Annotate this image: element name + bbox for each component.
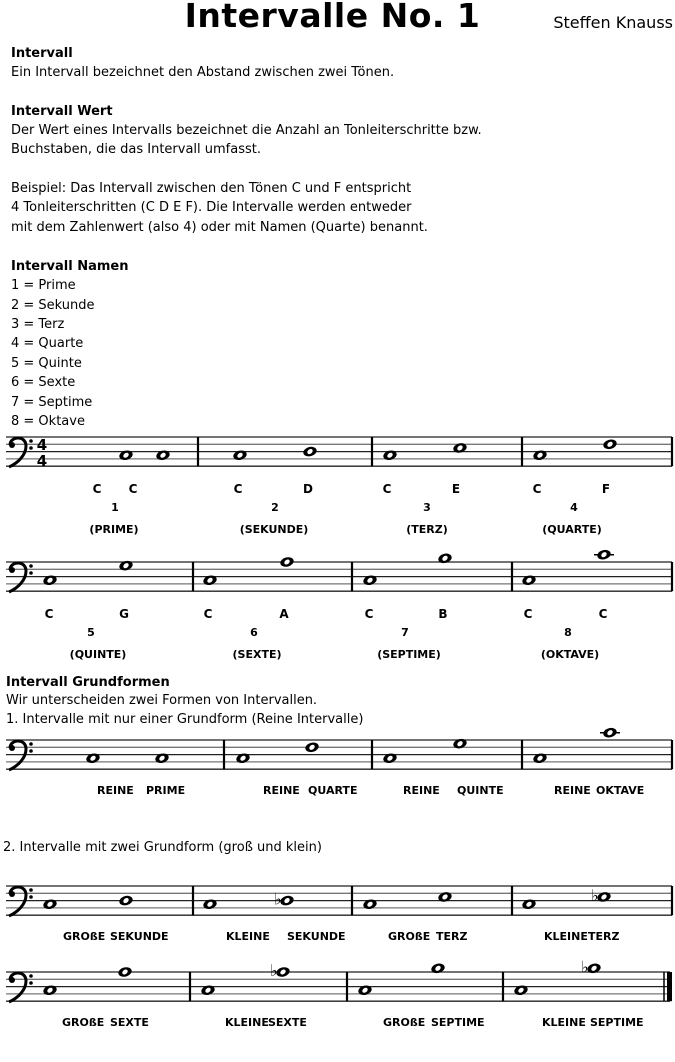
note-letter: B xyxy=(438,607,448,622)
whole-note xyxy=(452,442,468,454)
measure xyxy=(382,737,503,797)
name-item: 7 = Septime xyxy=(11,395,93,410)
interval-label: KLEINE xyxy=(225,1016,269,1030)
interval-label: REINE xyxy=(403,784,440,798)
whole-note xyxy=(602,438,618,450)
author-name: Steffen Knauss xyxy=(553,13,673,32)
whole-note xyxy=(430,962,446,974)
interval-label: PRIME xyxy=(146,784,186,798)
note-letter: C xyxy=(203,607,213,622)
interval-label: SEPTIME xyxy=(431,1016,485,1030)
svg-text:4: 4 xyxy=(36,436,48,454)
note-letter: C xyxy=(598,607,608,622)
flat-icon: ♭ xyxy=(591,885,599,905)
note-letter: C xyxy=(523,607,533,622)
bass-clef-icon xyxy=(9,563,33,592)
note-letter: G xyxy=(119,607,129,622)
whole-note xyxy=(521,898,537,910)
flat-icon: ♭ xyxy=(581,957,589,977)
whole-note xyxy=(118,894,134,906)
interval-label: QUARTE xyxy=(308,784,358,798)
name-item: 8 = Oktave xyxy=(11,414,85,429)
example-line-2: 4 Tonleiterschritten (C D E F). Die Intervalle werden entweder xyxy=(11,200,412,215)
measure xyxy=(362,552,453,661)
interval-label: SEKUNDE xyxy=(110,930,169,944)
measure xyxy=(42,966,149,1029)
interval-name: (QUINTE) xyxy=(69,648,127,662)
grundformen-point-2: 2. Intervalle mit zwei Grundform (groß und klein) xyxy=(3,840,322,855)
measure xyxy=(532,438,618,536)
staff-system-gross-klein-2 xyxy=(0,952,675,1062)
interval-label: SEKUNDE xyxy=(287,930,346,944)
interval-label: QUINTE xyxy=(457,784,504,798)
note-letter: E xyxy=(451,482,461,497)
bass-clef-icon xyxy=(9,438,33,467)
interval-label: KLEINE xyxy=(226,930,270,944)
whole-note xyxy=(521,574,537,586)
note-letter: C xyxy=(92,482,102,497)
name-item: 6 = Sexte xyxy=(11,375,76,390)
note-letter: C xyxy=(44,607,54,622)
whole-note xyxy=(382,752,398,764)
name-item: 5 = Quinte xyxy=(11,356,82,371)
interval-number: 6 xyxy=(250,626,258,640)
svg-text:4: 4 xyxy=(36,452,48,470)
interval-label: SEXTE xyxy=(268,1016,307,1030)
note-letter: D xyxy=(303,482,313,497)
whole-note xyxy=(594,548,614,560)
interval-number: 1 xyxy=(111,501,119,515)
measure xyxy=(200,961,307,1029)
whole-note xyxy=(200,984,216,996)
bass-clef-icon xyxy=(9,973,33,1002)
heading-intervall-wert: Intervall Wert xyxy=(11,104,113,119)
interval-label: REINE xyxy=(554,784,591,798)
interval-name: (SEPTIME) xyxy=(377,648,441,662)
heading-intervall: Intervall xyxy=(11,46,73,61)
note-letter: C xyxy=(382,482,392,497)
whole-note xyxy=(532,449,548,461)
interval-label: TERZ xyxy=(436,930,468,944)
name-item: 3 = Terz xyxy=(11,317,65,332)
whole-note xyxy=(85,752,101,764)
whole-note xyxy=(304,741,320,753)
interval-label: REINE xyxy=(97,784,134,798)
measure xyxy=(202,890,345,944)
measure xyxy=(42,559,134,661)
interval-number: 8 xyxy=(564,626,572,640)
time-signature xyxy=(37,436,47,470)
whole-note xyxy=(437,891,453,903)
interval-label: REINE xyxy=(263,784,300,798)
name-item: 4 = Quarte xyxy=(11,336,84,351)
page-title-text: Intervalle No. 1 xyxy=(184,0,481,35)
interval-label: GROßE xyxy=(63,930,106,944)
bass-clef-icon xyxy=(9,741,33,770)
interval-name: (TERZ) xyxy=(406,523,448,537)
example-line-1: Beispiel: Das Intervall zwischen den Tönen C und F entspricht xyxy=(11,181,412,196)
interval-label: TERZ xyxy=(588,930,620,944)
interval-number: 3 xyxy=(423,501,431,515)
whole-note xyxy=(42,574,58,586)
measure xyxy=(382,442,468,536)
interval-label: GROßE xyxy=(388,930,431,944)
note-letter: C xyxy=(128,482,138,497)
heading-intervall-namen: Intervall Namen xyxy=(11,259,129,274)
name-item: 1 = Prime xyxy=(11,278,76,293)
intervall-definition: Ein Intervall bezeichnet den Abstand zwischen zwei Tönen. xyxy=(11,65,395,80)
whole-note xyxy=(357,984,373,996)
whole-note xyxy=(581,957,602,976)
whole-note xyxy=(274,890,295,909)
whole-note xyxy=(202,898,218,910)
note-letter: C xyxy=(364,607,374,622)
whole-note xyxy=(118,449,134,461)
final-barline-thick xyxy=(667,972,672,1001)
flat-icon: ♭ xyxy=(270,961,278,980)
interval-label: SEXTE xyxy=(110,1016,149,1030)
note-letter: A xyxy=(279,607,289,622)
interval-label: KLEINE xyxy=(542,1016,586,1030)
note-letter: F xyxy=(601,482,611,497)
whole-note xyxy=(437,552,453,564)
whole-note xyxy=(118,559,134,571)
interval-label: GROßE xyxy=(62,1016,105,1030)
whole-note xyxy=(600,726,620,738)
whole-note xyxy=(532,752,548,764)
measure xyxy=(202,556,295,661)
whole-note xyxy=(235,752,251,764)
wert-line-2: Buchstaben, die das Intervall umfasst. xyxy=(11,142,262,157)
interval-name: (QUARTE) xyxy=(542,523,602,537)
whole-note xyxy=(279,556,295,568)
grundformen-point-1: 1. Intervalle mit nur einer Grundform (Reine Intervalle) xyxy=(6,712,364,727)
interval-number: 5 xyxy=(87,626,95,640)
staff-system-reine xyxy=(0,720,675,830)
interval-label: GROßE xyxy=(383,1016,426,1030)
whole-note xyxy=(202,574,218,586)
interval-label: KLEINE xyxy=(544,930,588,944)
interval-name: (SEKUNDE) xyxy=(239,523,309,537)
note-letter: C xyxy=(233,482,243,497)
measure xyxy=(89,449,170,536)
interval-name: (SEXTE) xyxy=(232,648,282,662)
interval-name: (OKTAVE) xyxy=(540,648,600,662)
interval-number: 2 xyxy=(271,501,279,515)
whole-note xyxy=(155,449,171,461)
bass-clef-icon xyxy=(9,887,33,916)
whole-note xyxy=(270,961,291,980)
interval-label: OKTAVE xyxy=(596,784,645,798)
example-line-3: mit dem Zahlenwert (also 4) oder mit Namen (Quarte) benannt. xyxy=(11,220,428,235)
note-letter: C xyxy=(532,482,542,497)
whole-note xyxy=(513,984,529,996)
grundformen-intro: Wir unterscheiden zwei Formen von Intervallen. xyxy=(6,693,318,708)
whole-note xyxy=(42,984,58,996)
whole-note xyxy=(42,898,58,910)
measure xyxy=(85,752,185,797)
whole-note xyxy=(382,449,398,461)
measure xyxy=(362,891,467,943)
interval-name: (PRIME) xyxy=(89,523,139,537)
whole-note xyxy=(117,966,133,978)
heading-grundformen: Intervall Grundformen xyxy=(6,675,170,690)
measure xyxy=(521,548,614,661)
whole-note xyxy=(591,886,612,905)
name-item: 2 = Sekunde xyxy=(11,298,95,313)
staff-system-names-2 xyxy=(0,542,675,662)
measure xyxy=(42,894,168,943)
whole-note xyxy=(452,737,468,749)
whole-note xyxy=(232,449,248,461)
whole-note xyxy=(302,445,318,457)
whole-note xyxy=(362,898,378,910)
staff-system-names-1 xyxy=(0,417,675,537)
whole-note xyxy=(154,752,170,764)
whole-note xyxy=(362,574,378,586)
interval-number: 4 xyxy=(570,501,578,515)
wert-line-1: Der Wert eines Intervalls bezeichnet die Anzahl an Tonleiterschritte bzw. xyxy=(11,123,482,138)
flat-icon: ♭ xyxy=(274,889,282,909)
interval-label: SEPTIME xyxy=(590,1016,644,1030)
interval-number: 7 xyxy=(401,626,409,640)
